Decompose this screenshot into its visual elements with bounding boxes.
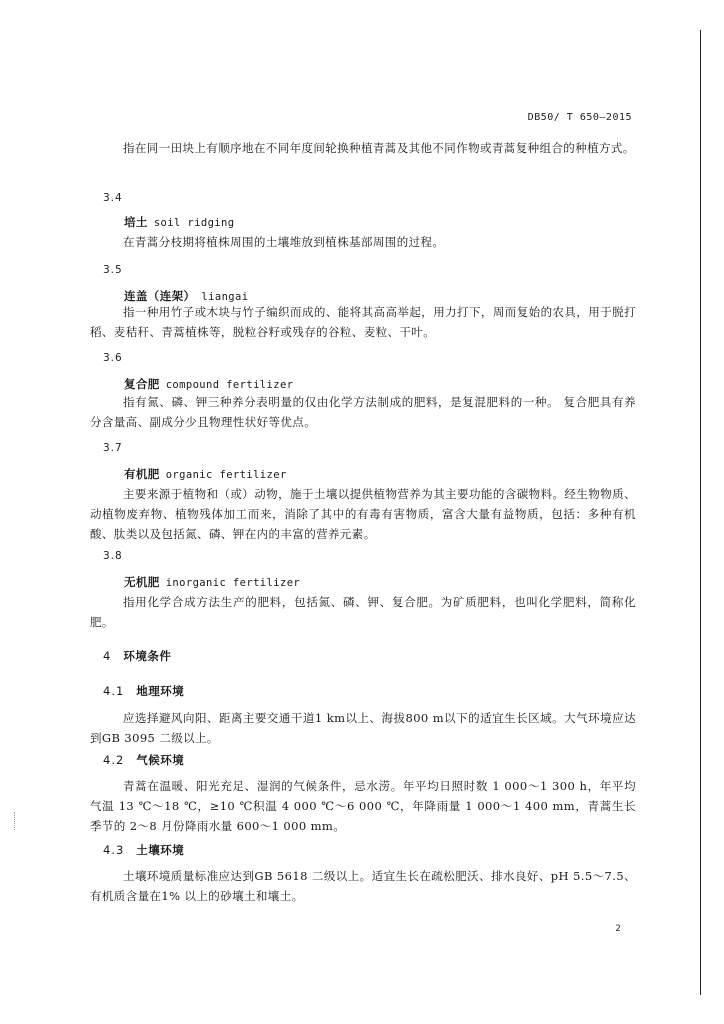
section-4-2-text: 青蒿在温暖、阳光充足、湿润的气候条件，忌水涝。年平均日照时数 1 000～1 300 h，年平均气温 13 ℃～18 ℃，≥10 ℃积温 4 000 ℃～6 000 ℃，年降雨量 1 000～1 400 mm，青蒿生长季节的 2～8 月份降雨水量 600～1 000 mm。 (90, 779, 636, 833)
term-cn: 有机肥 (124, 467, 160, 481)
section-number: 4 (103, 649, 112, 663)
term-en: organic fertilizer (165, 469, 287, 481)
clause-number-3-7: 3.7 (103, 442, 123, 454)
page-number: 2 (615, 924, 621, 934)
section-4-1-text: 应选择避风向阳、距离主要交通干道1 km以上、海拔800 m以下的适宜生长区域。大气环境应达到GB 3095 二级以上。 (90, 711, 636, 745)
definition-3-5: 指一种用竹子或木块与竹子编织而成的、能将其高高举起，用力打下，周而复始的农具，用于脱打稻、麦秸秆、青蒿植株等，脱粒谷籽或残存的谷粒、麦粒、干叶。 (90, 305, 636, 339)
section-4-3-heading (103, 842, 184, 858)
definition-3-4: 在青蒿分枝期将植株周围的土壤堆放到植株基部周围的过程。 (123, 235, 445, 249)
page-edge-rule (700, 30, 701, 995)
term-cn: 复合肥 (124, 377, 160, 391)
section-title: 气候环境 (136, 753, 185, 767)
standard-code-header: DB50/ T 650—2015 (527, 112, 632, 123)
section-4-3-text: 土壤环境质量标准应达到GB 5618 二级以上。适宜生长在疏松肥沃、排水良好、pH 5.5～7.5、有机质含量在1% 以上的砂壤土和壤土。 (90, 869, 636, 903)
term-cn: 连盖（连架） (124, 289, 196, 303)
term-3-7 (124, 466, 287, 482)
definition-3-6: 指有氮、磷、钾三种养分表明量的仅由化学方法制成的肥料，是复混肥料的一种。 复合肥具有养分含量高、副成分少且物理性状好等优点。 (90, 395, 636, 429)
section-4-2-heading (103, 752, 184, 768)
section-title: 地理环境 (136, 684, 185, 698)
intro-paragraph: 指在同一田块上有顺序地在不同年度间轮换种植青蒿及其他不同作物或青蒿复种组合的种植方式。 (123, 141, 635, 155)
term-en: compound fertilizer (165, 379, 294, 391)
section-title: 环境条件 (123, 649, 172, 663)
clause-number-3-4: 3.4 (103, 192, 123, 204)
section-number: 4.1 (103, 684, 125, 698)
section-4-1-heading (103, 683, 184, 699)
clause-number-3-5: 3.5 (103, 264, 123, 276)
definition-3-7: 主要来源于植物和（或）动物，施于土壤以提供植物营养为其主要功能的含碳物料。经生物物质、动植物废弃物、植物残体加工而来，消除了其中的有毒有害物质，富含大量有益物质，包括：多种有机酸、肽类以及包括氮、磷、钾在内的丰富的营养元素。 (90, 487, 636, 541)
term-cn: 无机肥 (124, 575, 160, 589)
term-3-8 (124, 574, 300, 590)
section-number: 4.3 (103, 843, 125, 857)
term-en: liangai (201, 291, 249, 303)
section-number: 4.2 (103, 753, 125, 767)
term-en: inorganic fertilizer (165, 577, 301, 589)
term-3-4 (124, 214, 234, 230)
section-4-heading (103, 648, 171, 664)
clause-number-3-8: 3.8 (103, 550, 123, 562)
term-en: soil ridging (153, 217, 235, 229)
term-3-6 (124, 376, 293, 392)
term-cn: 培土 (124, 215, 148, 229)
definition-3-8: 指用化学合成方法生产的肥料，包括氮、磷、钾、复合肥。为矿质肥料，也叫化学肥料，简称化肥。 (90, 595, 636, 629)
clause-number-3-6: 3.6 (103, 352, 123, 364)
scan-margin-marks (14, 812, 17, 830)
section-title: 土壤环境 (136, 843, 185, 857)
